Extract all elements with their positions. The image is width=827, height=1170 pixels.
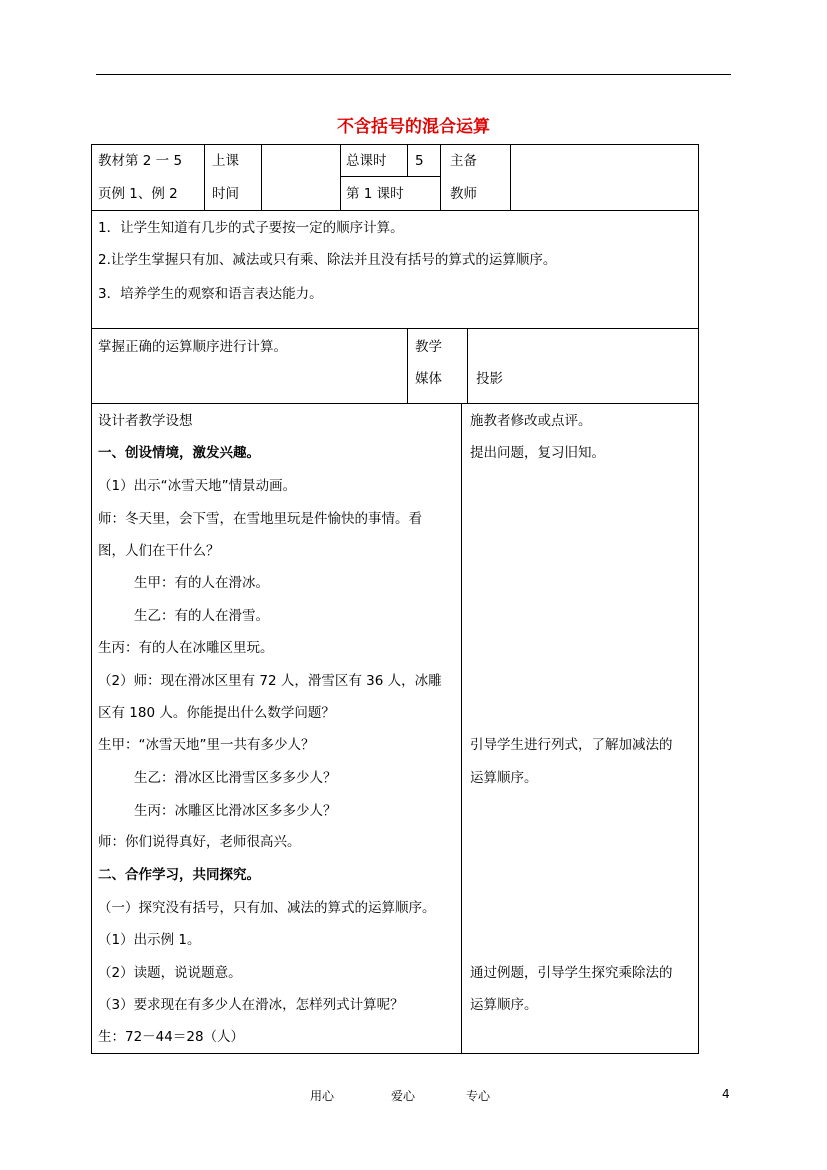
key-point: 掌握正确的运算顺序进行计算。 [98,339,287,355]
comment-line: 提出问题，复习旧知。 [470,445,605,461]
page-number: 4 [722,1087,730,1101]
page-title: 不含括号的混合运算 [337,117,490,137]
objective-item: 2.让学生掌握只有加、减法或只有乘、除法并且没有括号的算式的运算顺序。 [98,252,557,268]
class-time-label: 上课 [212,153,239,169]
media-value: 投影 [476,371,503,387]
design-line: 区有 180 人。你能提出什么数学问题？ [98,705,335,721]
design-line: 图，人们在干什么？ [98,543,220,559]
design-line: 生乙：有的人在滑雪。 [134,608,269,624]
comment-line: 引导学生进行列式，了解加减法的 [470,737,673,753]
textbook-range-label: 教材第 2 一 5 [98,153,183,169]
comment-line: 通过例题，引导学生探究乘除法的 [470,965,673,981]
lesson-number: 第 1 课时 [346,186,404,202]
design-line: 生甲：“冰雪天地”里一共有多少人？ [98,737,315,753]
objective-item: 3．培养学生的观察和语言表达能力。 [98,286,323,302]
comment-line: 运算顺序。 [470,770,538,786]
media-label-2: 媒体 [415,371,442,387]
design-line: （2）读题，说说题意。 [98,965,242,981]
design-line: 师：你们说得真好，老师很高兴。 [98,834,301,850]
section-heading: 一、创设情境，激发兴趣。 [98,445,260,461]
lead-teacher-label-2: 教师 [450,186,477,202]
design-line: 生乙：滑冰区比滑雪区多多少人？ [134,770,337,786]
objective-item: 1．让学生知道有几步的式子要按一定的顺序计算。 [98,220,404,236]
design-line: （一）探究没有括号，只有加、减法的算式的运算顺序。 [98,900,436,916]
class-time-label-2: 时间 [212,186,239,202]
design-line: 生丙：有的人在冰雕区里玩。 [98,640,274,656]
total-hours-label: 总课时 [346,153,387,169]
footer-middle: 爱心 [391,1089,416,1103]
comments-header: 施教者修改或点评。 [470,413,592,429]
media-label: 教学 [415,339,442,355]
textbook-example-label: 页例 1、例 2 [98,186,178,202]
header-rule [96,74,731,75]
design-line: （1）出示“冰雪天地”情景动画。 [98,478,297,494]
design-header: 设计者教学设想 [98,413,193,429]
section-heading: 二、合作学习，共同探究。 [98,867,260,883]
design-line: 生甲：有的人在滑冰。 [134,575,269,591]
design-line: 生丙：冰雕区比滑冰区多多少人？ [134,803,337,819]
footer-right: 专心 [466,1089,491,1103]
comment-line: 运算顺序。 [470,997,538,1013]
design-line: 生：72－44＝28（人） [98,1029,245,1045]
design-line: （3）要求现在有多少人在滑冰，怎样列式计算呢？ [98,997,404,1013]
total-hours-value: 5 [415,153,424,169]
design-line: （2）师：现在滑冰区里有 72 人，滑雪区有 36 人，冰雕 [98,673,442,689]
design-line: （1）出示例 1。 [98,932,201,948]
design-line: 师：冬天里，会下雪，在雪地里玩是件愉快的事情。看 [98,511,422,527]
lead-teacher-label: 主备 [450,153,477,169]
footer-left: 用心 [310,1089,335,1103]
